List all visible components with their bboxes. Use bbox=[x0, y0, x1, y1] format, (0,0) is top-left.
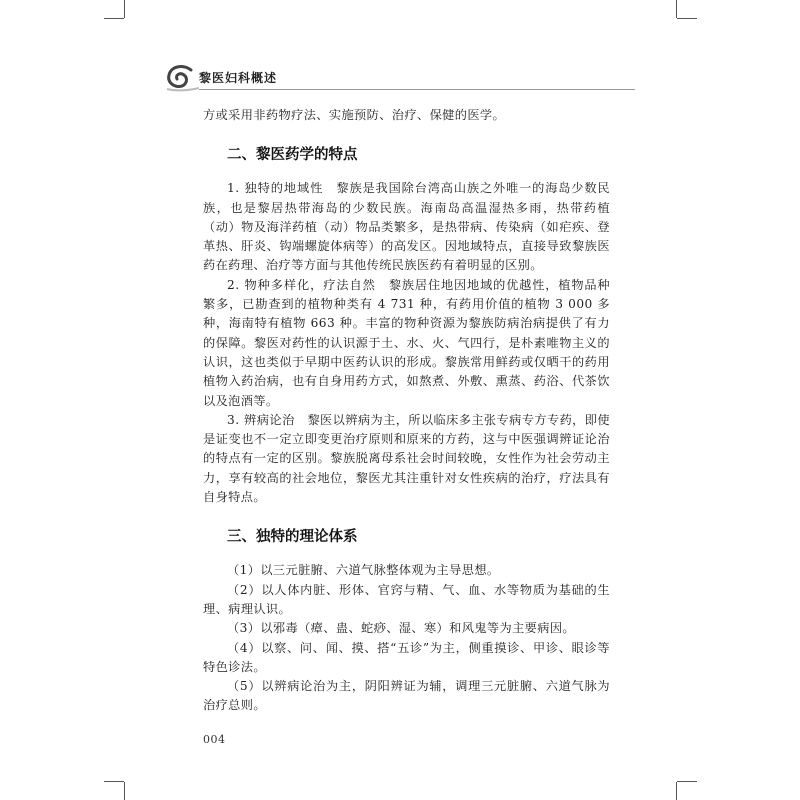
section-3-item-5: （5）以辨病论治为主，阴阳辨证为辅，调理三元脏腑、六道气脉为治疗总则。 bbox=[203, 679, 610, 713]
item-lead: 2. 物种多样化，疗法自然 bbox=[227, 277, 376, 292]
item-lead: 3. 辨病论治 bbox=[227, 412, 295, 427]
section-2-item-2 bbox=[203, 276, 610, 411]
section-2-item-1 bbox=[203, 179, 610, 275]
section-3-heading: 三、独特的理论体系 bbox=[227, 529, 358, 546]
crop-mark-bottom-left bbox=[124, 782, 125, 800]
crop-mark-top-left bbox=[124, 0, 125, 18]
section-3-item-4: （4）以察、问、闻、摸、搭“五诊”为主，侧重摸诊、甲诊、眼诊等特色诊法。 bbox=[203, 640, 610, 674]
intro-line: 方或采用非药物疗法、实施预防、治疗、保健的医学。 bbox=[203, 108, 506, 122]
item-text: 黎医以辨病为主，所以临床多主张专病专方专药，即使是证变也不一定立即变更治疗原则和原来的方药，这与中医强调辨证论治的特点有一定的区别。黎族脱离母系社会时间较晚，女性作为社会劳动主力，享有较高的社会地位，黎医尤其注重针对女性疾病的治疗，疗法具有自身特点。 bbox=[203, 412, 610, 505]
header-title: 黎医妇科概述 bbox=[199, 71, 278, 85]
section-2-heading: 二、黎医药学的特点 bbox=[227, 147, 358, 164]
page-content bbox=[203, 106, 610, 716]
item-lead: 1. 独特的地域性 bbox=[227, 181, 324, 196]
crop-mark-bottom-right-h bbox=[677, 781, 697, 782]
item-text: 黎族居住地因地域的优越性，植物品种繁多，已勘查到的植物种类有 4 731 种，有药用价值的植物 3 000 多种，海南特有植物 663 种。丰富的物种资源为黎族防病治病提供了有力的保障。黎医对药性的认识源于土、水、火、气四行，是朴素唯物主义的认识，这也类似于早期中医药认识的形成。黎族常用鲜药或仅晒干的药用植物入药治病，也有自身用药方式，如熬煮、外敷、熏蒸、药浴、代茶饮以及泡酒等。 bbox=[203, 277, 610, 408]
crop-mark-top-right-h bbox=[677, 18, 697, 19]
running-header bbox=[165, 62, 635, 96]
crop-mark-bottom-right bbox=[676, 782, 677, 800]
item-text: 黎族是我国除台湾高山族之外唯一的海岛少数民族，也是黎居热带海岛的少数民族。海南岛高温湿热多雨，热带药植（动）物及海洋药植（动）物品类繁多，是热带病、传染病（如疟疾、登革热、肝炎、钩端螺旋体病等）的高发区。因地域特点，直接导致黎族医药在药理、治疗等方面与其他传统民族医药有着明显的区别。 bbox=[203, 181, 610, 273]
crop-mark-top-right bbox=[676, 0, 677, 18]
section-3-item-1: （1）以三元脏腑、六道气脉整体观为主导思想。 bbox=[227, 563, 500, 578]
section-2-item-3 bbox=[203, 411, 610, 507]
swirl-logo-icon bbox=[165, 62, 199, 96]
section-3-item-3: （3）以邪毒（瘴、蛊、蛇痧、湿、寒）和风鬼等为主要病因。 bbox=[227, 621, 576, 636]
crop-mark-bottom-left-h bbox=[104, 781, 124, 782]
section-3-item-2: （2）以人体内脏、形体、官窍与精、气、血、水等物质为基础的生理、病理认识。 bbox=[203, 582, 610, 616]
header-rule bbox=[199, 89, 635, 90]
crop-mark-top-left-h bbox=[104, 18, 124, 19]
page-number: 004 bbox=[203, 733, 226, 746]
